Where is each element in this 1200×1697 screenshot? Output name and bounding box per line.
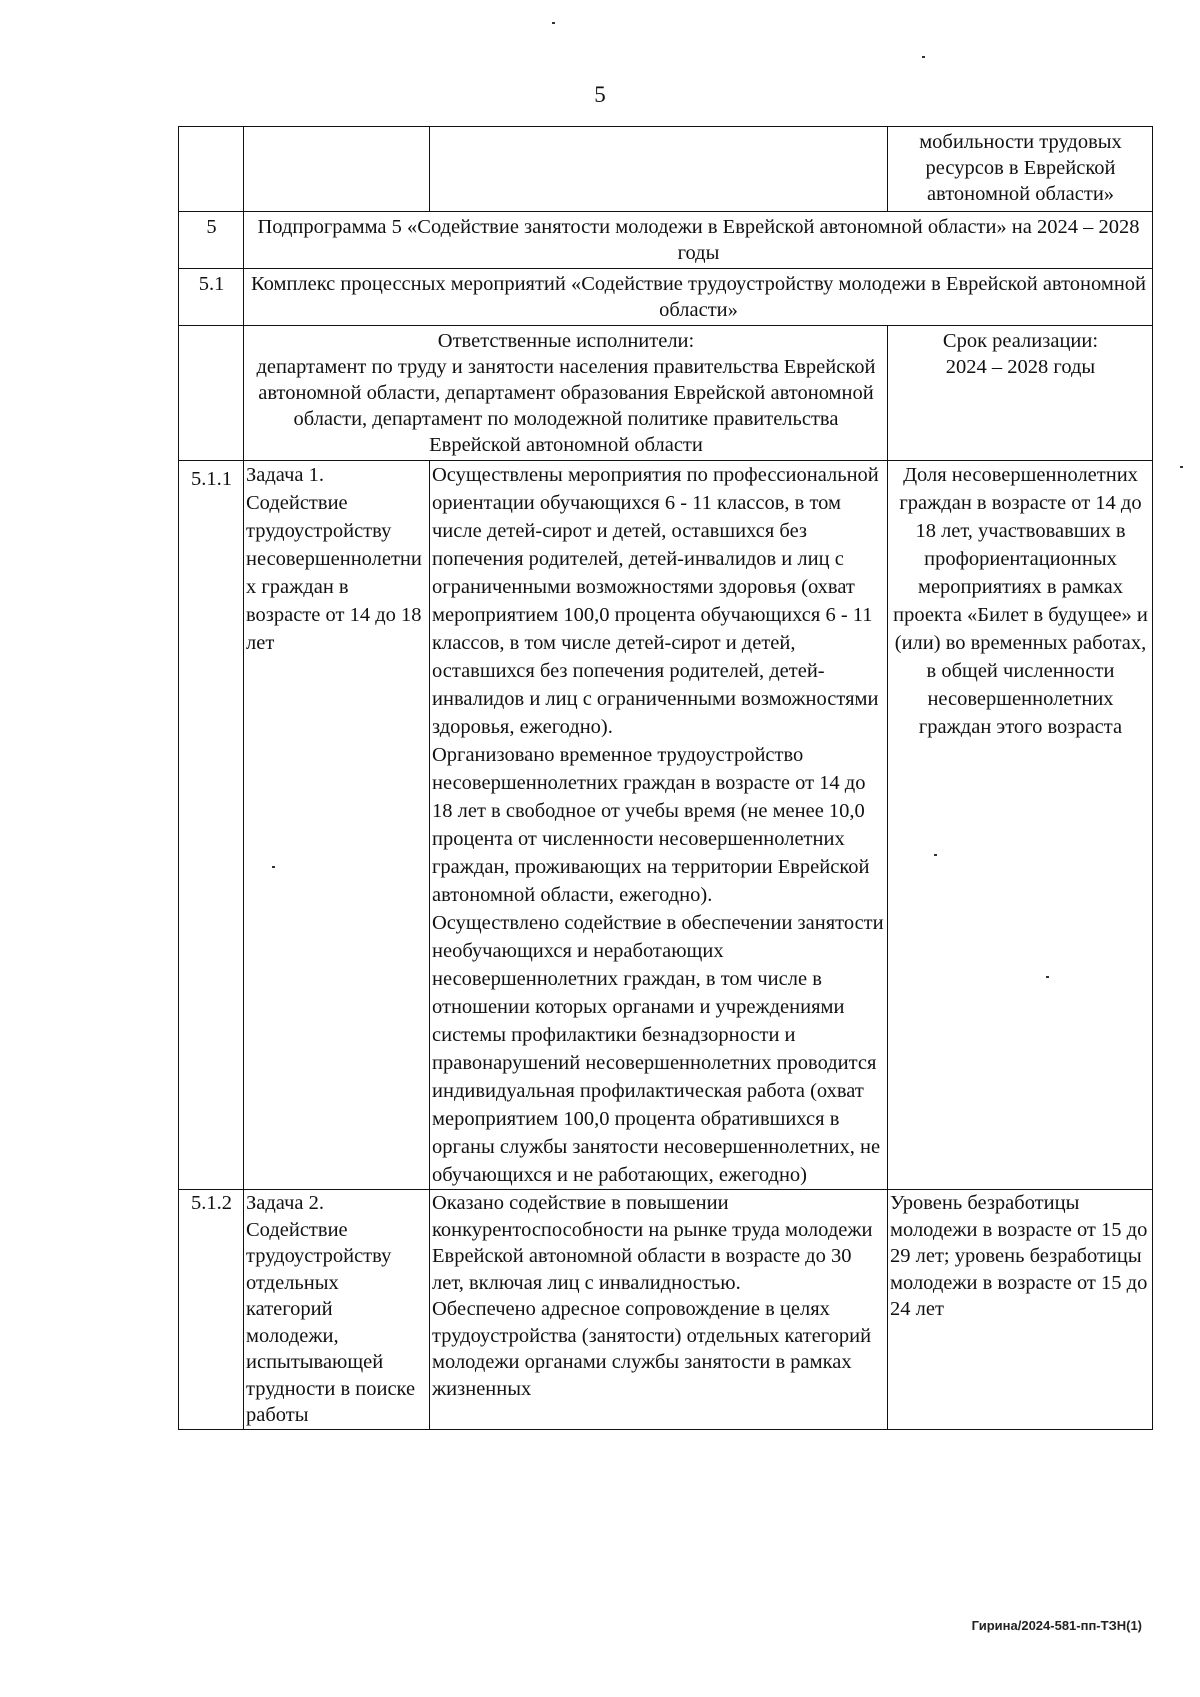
row-number-cell bbox=[179, 326, 244, 461]
row-number: 5.1 bbox=[179, 269, 244, 326]
result-cell bbox=[430, 127, 888, 212]
table-row-task-2 bbox=[179, 1190, 1153, 1430]
task-result: Оказано содействие в повышении конкурентоспособности на рынке труда молодежи Еврейской автономной области в возрасте до 30 лет, включая лиц с инвалидностью. Обеспечено адресное сопровождение в целях трудоустройства (занятости) отдельных категорий молодежи органами службы занятости в рамках жизненных bbox=[430, 1190, 888, 1430]
task-indicator: Доля несовершеннолетних граждан в возрасте от 14 до 18 лет, участвовавших в профориентационных мероприятиях в рамках проекта «Билет в будущее» и (или) во временных работах, в общей численности несовершеннолетних граждан этого возраста bbox=[888, 461, 1153, 1190]
table-row-task-1 bbox=[179, 461, 1153, 1190]
row-number: 5.1.2 bbox=[179, 1190, 244, 1430]
task-cell bbox=[244, 127, 430, 212]
scan-speck bbox=[552, 22, 555, 24]
scan-speck bbox=[1180, 466, 1183, 468]
task-description: Задача 2. Содействие трудоустройству отдельных категорий молодежи, испытывающей трудности в поиске работы bbox=[244, 1190, 430, 1430]
subprogram-title: Подпрограмма 5 «Содействие занятости молодежи в Еврейской автономной области» на 2024 – 2028 годы bbox=[244, 212, 1153, 269]
document-code: Гирина/2024-581-пп-ТЗН(1) bbox=[971, 1618, 1142, 1633]
row-number-cell bbox=[179, 127, 244, 212]
scan-speck bbox=[1046, 976, 1049, 978]
process-complex-title: Комплекс процессных мероприятий «Содействие трудоустройству молодежи в Еврейской автономной области» bbox=[244, 269, 1153, 326]
responsible-executors: Ответственные исполнители: департамент по труду и занятости населения правительства Еврейской автономной области, департамент образования Еврейской автономной области, департамент по молодежной политике правительства Еврейской автономной области bbox=[244, 326, 888, 461]
row-number: 5 bbox=[179, 212, 244, 269]
page-number: 5 bbox=[594, 82, 606, 107]
program-table bbox=[178, 126, 1153, 1430]
row-number: 5.1.1 bbox=[179, 461, 244, 1190]
table-row-continuation bbox=[179, 127, 1153, 212]
implementation-term: Срок реализации: 2024 – 2028 годы bbox=[888, 326, 1153, 461]
indicator-cell: мобильности трудовых ресурсов в Еврейской автономной области» bbox=[888, 127, 1153, 212]
scan-speck bbox=[272, 866, 275, 868]
table-row-responsible bbox=[179, 326, 1153, 461]
task-indicator: Уровень безработицы молодежи в возрасте от 15 до 29 лет; уровень безработицы молодежи в возрасте от 15 до 24 лет bbox=[888, 1190, 1153, 1430]
table-row-process-complex bbox=[179, 269, 1153, 326]
scan-speck bbox=[934, 854, 937, 856]
scan-speck bbox=[922, 56, 925, 58]
task-description: Задача 1. Содействие трудоустройству несовершеннолетних граждан в возрасте от 14 до 18 лет bbox=[244, 461, 430, 1190]
task-result: Осуществлены мероприятия по профессиональной ориентации обучающихся 6 - 11 классов, в том числе детей-сирот и детей, оставшихся без попечения родителей, детей-инвалидов и лиц с ограниченными возможностями здоровья (охват мероприятием 100,0 процента обучающихся 6 - 11 классов, в том числе детей-сирот и детей, оставшихся без попечения родителей, детей-инвалидов и лиц с ограниченными возможностями здоровья, ежегодно). Организовано временное трудоустройство несовершеннолетних граждан в возрасте от 14 до 18 лет в свободное от учебы время (не менее 10,0 процента от численности несовершеннолетних граждан, проживающих на территории Еврейской автономной области, ежегодно). Осуществлено содействие в обеспечении занятости необучающихся и неработающих несовершеннолетних граждан, в том числе в отношении которых органами и учреждениями системы профилактики безнадзорности и правонарушений несовершеннолетних проводится индивидуальная профилактическая работа (охват мероприятием 100,0 процента обратившихся в органы службы занятости несовершеннолетних, не обучающихся и не работающих, ежегодно) bbox=[430, 461, 888, 1190]
table-row-subprogram bbox=[179, 212, 1153, 269]
